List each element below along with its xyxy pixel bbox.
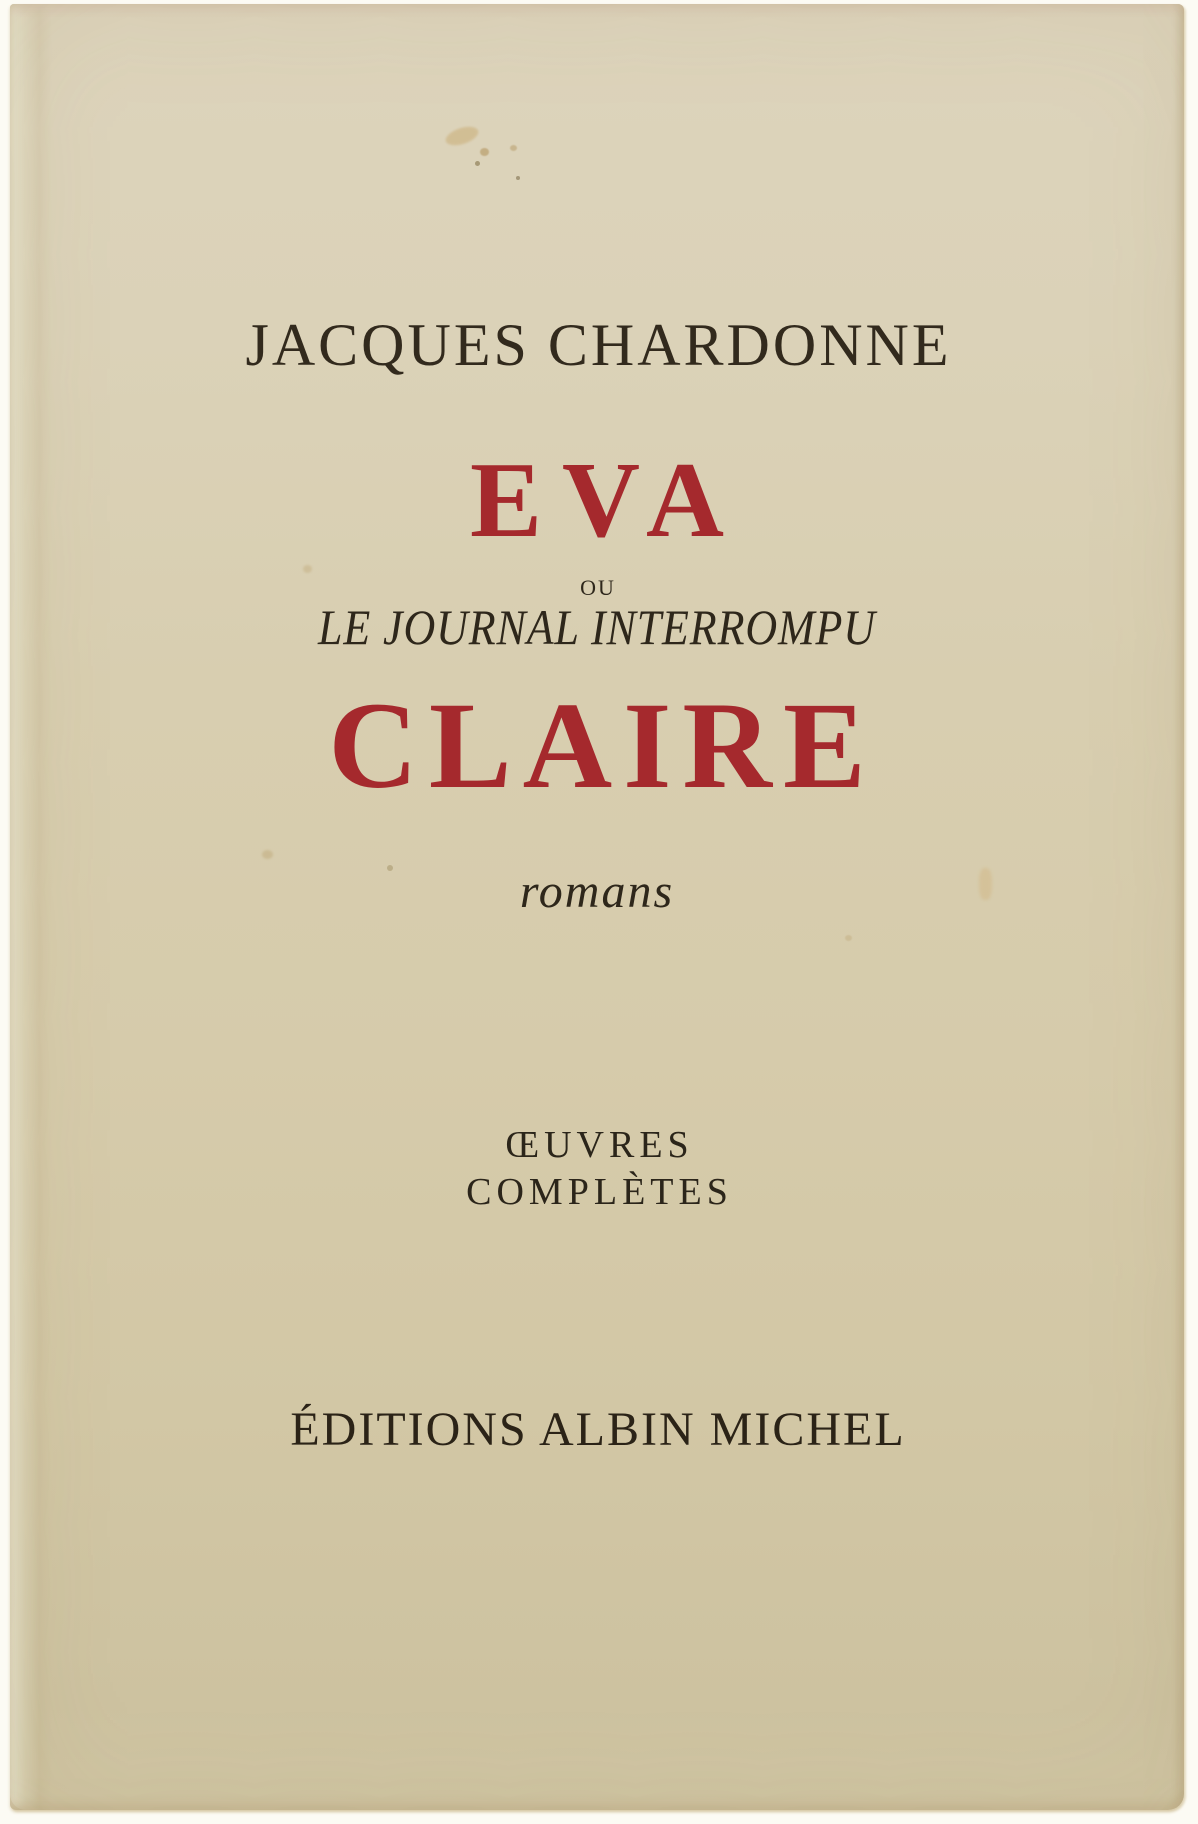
foxing-spot	[480, 148, 489, 156]
title-claire: CLAIRE	[328, 677, 877, 814]
title-connector-ou: OU	[580, 575, 616, 600]
foxing-spot	[443, 123, 480, 149]
collection-label	[10, 1122, 1184, 1216]
foxing-spot	[303, 565, 312, 573]
foxing-spot	[516, 176, 520, 180]
book-cover	[10, 4, 1184, 1810]
subtitle-le-journal-interrompu: LE JOURNAL INTERROMPU	[318, 599, 876, 655]
author-name: JACQUES CHARDONNE	[245, 312, 952, 378]
foxing-spot	[475, 161, 480, 166]
foxing-spot	[262, 850, 273, 859]
foxing-spot	[510, 145, 517, 151]
publisher-name: ÉDITIONS ALBIN MICHEL	[290, 1403, 906, 1456]
top-edge-tint	[10, 4, 1184, 18]
collection-line-1: ŒUVRES	[505, 1124, 694, 1166]
foxing-spot	[845, 935, 852, 941]
collection-line-2: COMPLÈTES	[466, 1171, 733, 1213]
genre-label: romans	[519, 865, 675, 918]
title-eva: EVA	[469, 441, 745, 560]
